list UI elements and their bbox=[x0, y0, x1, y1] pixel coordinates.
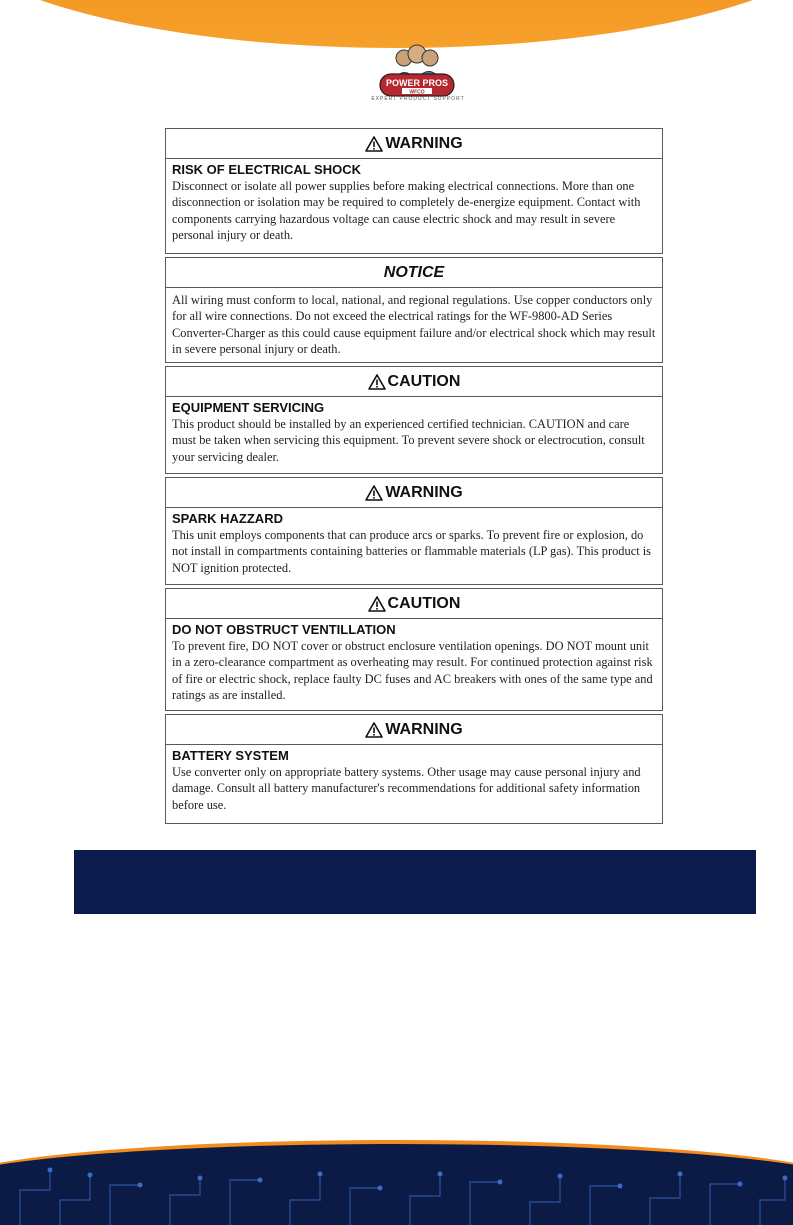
box-text: All wiring must conform to local, national, and regional regulations. Use copper conductors only for all wire connections. Do not exceed the electrical ratings for the WF-9800-AD Series Converter-Charger as this could cause equipment failure and/or electrical shock which may result in severe personal injury or death. bbox=[172, 293, 656, 356]
caution-header bbox=[166, 367, 662, 397]
box-title: SPARK HAZZARD bbox=[172, 511, 283, 526]
warning-triangle-icon bbox=[368, 374, 386, 390]
warning-box-spark-hazzard bbox=[165, 477, 663, 585]
warning-triangle-icon bbox=[368, 596, 386, 612]
warning-box-electrical-shock bbox=[165, 128, 663, 254]
warning-header bbox=[166, 129, 662, 159]
box-header-label: WARNING bbox=[385, 483, 463, 501]
box-title: DO NOT OBSTRUCT VENTILLATION bbox=[172, 622, 396, 637]
caution-header bbox=[166, 589, 662, 619]
logo-tagline: EXPERT PRODUCT SUPPORT bbox=[371, 96, 465, 102]
circuit-pattern bbox=[0, 1130, 793, 1225]
box-text: To prevent fire, DO NOT cover or obstruct enclosure ventilation openings. DO NOT mount unit in a zero-clearance compartment as overheating may result. For continued protection against risk of fire or electric shock, replace faulty DC fuses and AC breakers with ones of the same type and ratings as are installed. bbox=[172, 639, 653, 702]
notice-box-wiring bbox=[165, 257, 663, 363]
bottom-circuit-footer bbox=[0, 1130, 793, 1225]
box-header-label: WARNING bbox=[385, 720, 463, 738]
warning-triangle-icon bbox=[365, 722, 383, 738]
box-text: Disconnect or isolate all power supplies before making electrical connections. More than one disconnection or isolation may be required to completely de-energize equipment. Contact with components carrying hazardous voltage can cause electric shock and may result in severe personal injury or death. bbox=[172, 179, 641, 242]
box-header-label: CAUTION bbox=[387, 594, 461, 612]
warning-header bbox=[166, 715, 662, 745]
section-banner bbox=[74, 850, 756, 914]
caution-box-ventillation bbox=[165, 588, 663, 711]
svg-text:WFCO: WFCO bbox=[409, 89, 425, 96]
warning-triangle-icon bbox=[365, 136, 383, 152]
box-title: EQUIPMENT SERVICING bbox=[172, 400, 325, 415]
warning-box-battery-system bbox=[165, 714, 663, 824]
svg-text:POWER PROS: POWER PROS bbox=[385, 78, 449, 88]
box-header-label: CAUTION bbox=[387, 372, 461, 390]
notice-header bbox=[166, 258, 662, 288]
box-text: This unit employs components that can produce arcs or sparks. To prevent fire or explosion, do not install in compartments containing batteries or flammable materials (LP gas). This product is NOT ignition protected. bbox=[172, 528, 651, 575]
box-header-label: WARNING bbox=[385, 134, 463, 152]
warning-header bbox=[166, 478, 662, 508]
box-title: RISK OF ELECTRICAL SHOCK bbox=[172, 162, 361, 177]
warning-triangle-icon bbox=[365, 485, 383, 501]
box-header-label: NOTICE bbox=[383, 263, 445, 281]
caution-box-equipment-servicing bbox=[165, 366, 663, 474]
box-text: Use converter only on appropriate battery systems. Other usage may cause personal injury and damage. Consult all battery manufacturer's recommendations for additional safety information before use. bbox=[172, 765, 641, 812]
box-title: BATTERY SYSTEM bbox=[172, 748, 289, 763]
box-text: This product should be installed by an experienced certified technician. CAUTION and care must be taken when servicing this equipment. To prevent severe shock or electrocution, consult your servicing dealer. bbox=[172, 417, 645, 464]
